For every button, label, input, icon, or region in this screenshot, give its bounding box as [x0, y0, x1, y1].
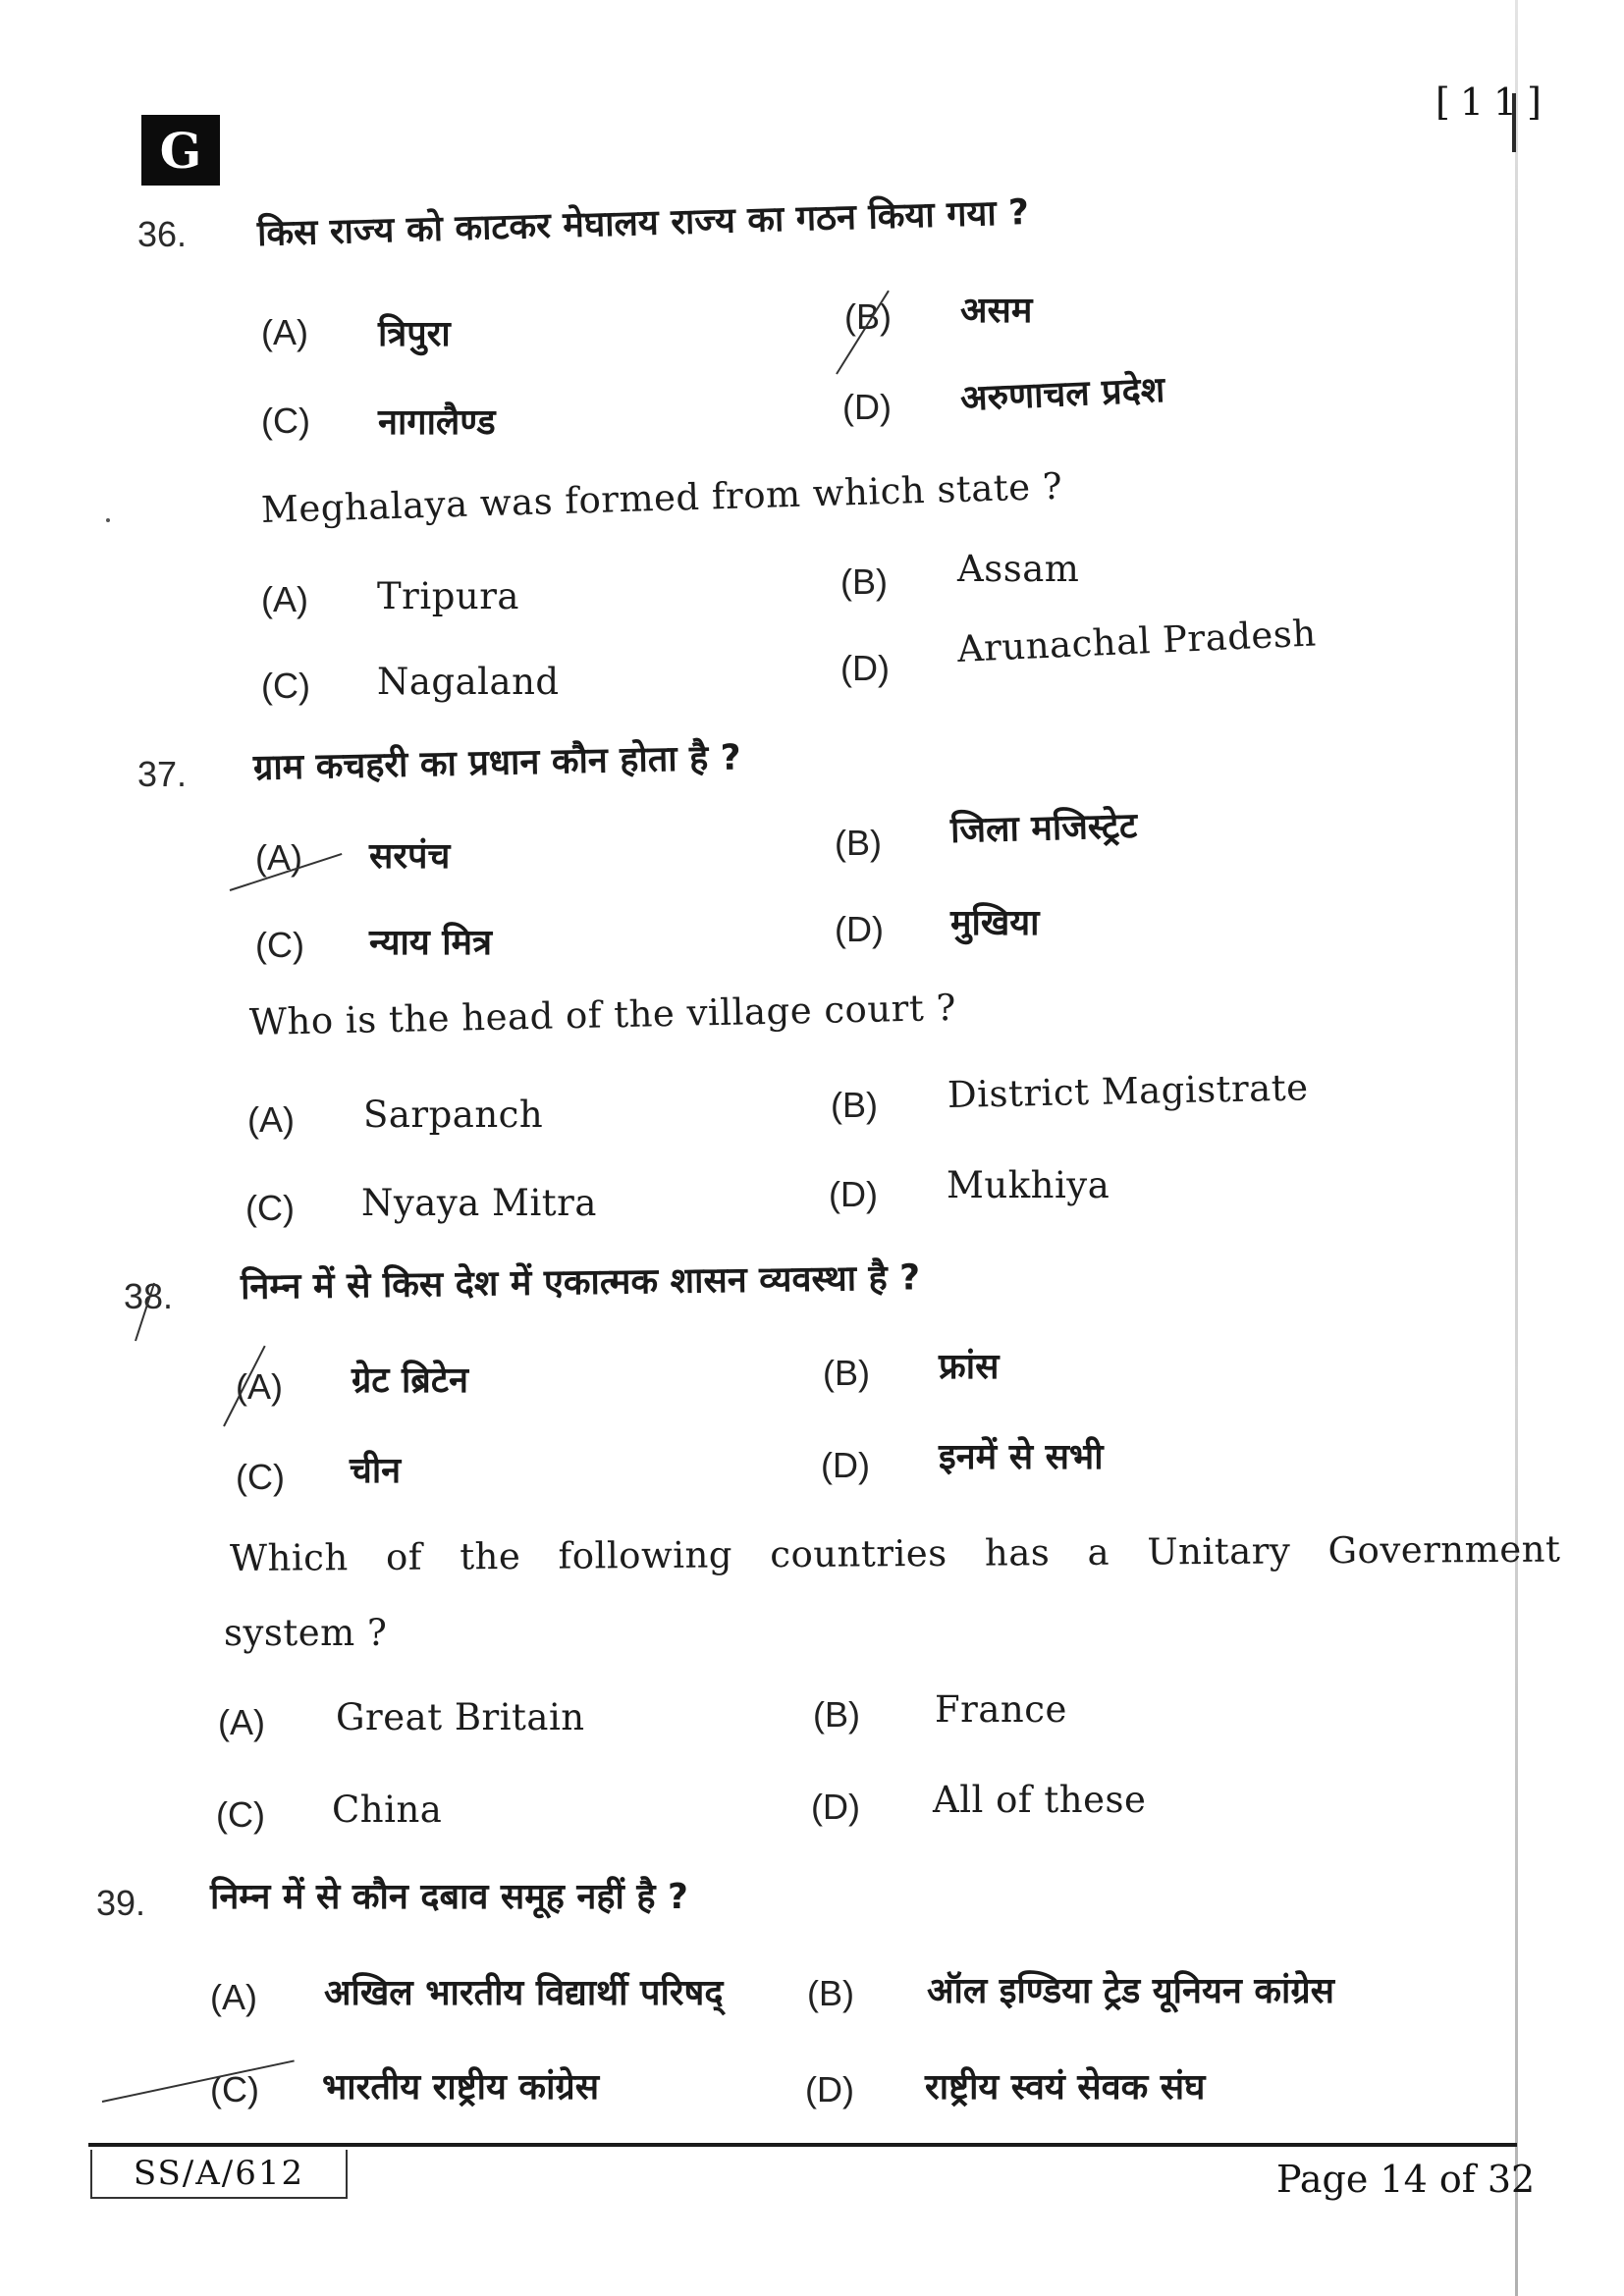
option-label-c[interactable]: (C): [261, 400, 310, 441]
option-label-c[interactable]: (C): [236, 1457, 285, 1497]
option-text-english-b: France: [935, 1688, 1067, 1731]
option-text-hindi-a: अखिल भारतीय विद्यार्थी परिषद्: [324, 1973, 724, 2013]
option-label-b[interactable]: (B): [835, 823, 882, 863]
option-label-d[interactable]: (D): [829, 1174, 878, 1214]
option-text-hindi-d: अरुणाचल प्रदेश: [959, 369, 1166, 419]
option-label-a[interactable]: (A): [236, 1366, 283, 1407]
option-label-c[interactable]: (C): [255, 925, 304, 965]
option-label-a[interactable]: (A): [210, 1977, 257, 2017]
option-label-d[interactable]: (D): [805, 2069, 854, 2109]
option-label-a[interactable]: (A): [218, 1702, 265, 1742]
option-label-d[interactable]: (D): [821, 1445, 870, 1485]
option-label-d[interactable]: (D): [835, 909, 884, 949]
option-label-a[interactable]: (A): [255, 837, 302, 878]
answer-tick-mark: [102, 2059, 295, 2103]
option-text-hindi-d: राष्ट्रीय स्वयं सेवक संघ: [925, 2067, 1206, 2108]
option-label-b[interactable]: (B): [807, 1973, 854, 2013]
question-text-english: Who is the head of the village court ?: [248, 986, 957, 1043]
option-label-d[interactable]: (D): [840, 648, 890, 688]
option-label-b[interactable]: (B): [813, 1694, 860, 1735]
margin-mark: [106, 518, 110, 522]
paper-code-box: [90, 2150, 348, 2199]
option-text-hindi-a: ग्रेट ब्रिटेन: [352, 1361, 468, 1401]
scan-page-edge: [1515, 0, 1518, 2296]
option-text-hindi-b: ऑल इण्डिया ट्रेड यूनियन कांग्रेस: [927, 1971, 1334, 2011]
option-label-b[interactable]: (B): [840, 561, 888, 602]
option-text-hindi-b: असम: [960, 291, 1033, 331]
option-text-hindi-c: चीन: [350, 1451, 402, 1491]
option-label-a[interactable]: (A): [261, 312, 308, 352]
option-text-english-c: Nagaland: [377, 661, 560, 703]
option-label-b[interactable]: (B): [823, 1353, 870, 1393]
question-text-hindi: किस राज्य को काटकर मेघालय राज्य का गठन किया गया ?: [256, 192, 1030, 254]
question-text-english-line1: Which of the following countries has a Unitary Government: [229, 1527, 1561, 1579]
option-text-english-a: Great Britain: [336, 1696, 585, 1738]
question-number: 36.: [137, 214, 188, 254]
option-text-hindi-b: जिला मजिस्ट्रेट: [949, 806, 1138, 851]
option-text-english-c: China: [332, 1789, 443, 1831]
option-label-b[interactable]: (B): [831, 1085, 878, 1125]
question-text-english-line2: system ?: [224, 1612, 388, 1654]
question-number: 37.: [137, 754, 188, 794]
option-label-c[interactable]: (C): [216, 1794, 265, 1835]
option-text-hindi-c: न्याय मित्र: [369, 923, 492, 963]
option-text-hindi-a: सरपंच: [369, 836, 451, 877]
option-text-english-d: All of these: [933, 1779, 1147, 1821]
option-text-hindi-d: इनमें से सभी: [939, 1437, 1104, 1477]
option-label-a[interactable]: (A): [247, 1099, 295, 1140]
option-label-a[interactable]: (A): [261, 579, 308, 619]
question-number: 39.: [96, 1883, 146, 1923]
paper-code: SS/A/612: [133, 2154, 305, 2193]
question-text-hindi: ग्राम कचहरी का प्रधान कौन होता है ?: [252, 737, 742, 788]
question-text-english: Meghalaya was formed from which state ?: [260, 464, 1063, 531]
option-label-c[interactable]: (C): [245, 1188, 295, 1228]
question-text-hindi: निम्न में से कौन दबाव समूह नहीं है ?: [210, 1877, 688, 1917]
page-number: Page 14 of 32: [1276, 2158, 1536, 2201]
option-text-hindi-c: भारतीय राष्ट्रीय कांग्रेस: [322, 2067, 600, 2108]
set-code-badge: [141, 115, 220, 186]
option-label-c[interactable]: (C): [261, 666, 310, 706]
option-text-english-a: Tripura: [377, 575, 519, 617]
question-text-hindi: निम्न में से किस देश में एकात्मक शासन व्यवस्था है ?: [240, 1257, 921, 1308]
option-text-hindi-b: फ्रांस: [939, 1347, 1000, 1387]
option-text-english-b: Assam: [957, 548, 1080, 590]
option-label-b[interactable]: (B): [844, 296, 892, 337]
option-text-english-d: Mukhiya: [947, 1164, 1110, 1206]
option-label-d[interactable]: (D): [842, 387, 892, 427]
page-marker: [11]: [1435, 80, 1552, 124]
option-text-hindi-a: त्रिपुरा: [378, 314, 451, 354]
option-label-c[interactable]: (C): [210, 2069, 259, 2109]
option-label-d[interactable]: (D): [811, 1787, 860, 1827]
option-text-english-b: District Magistrate: [947, 1066, 1309, 1116]
option-text-english-a: Sarpanch: [363, 1094, 544, 1136]
set-code-label: G: [159, 121, 202, 180]
option-text-hindi-d: मुखिया: [950, 903, 1040, 943]
option-text-english-c: Nyaya Mitra: [361, 1182, 597, 1224]
option-text-english-d: Arunachal Pradesh: [956, 612, 1318, 670]
footer-divider: [88, 2143, 1517, 2147]
question-number: 38.: [124, 1276, 174, 1316]
option-text-hindi-c: नागालैण्ड: [378, 402, 496, 443]
